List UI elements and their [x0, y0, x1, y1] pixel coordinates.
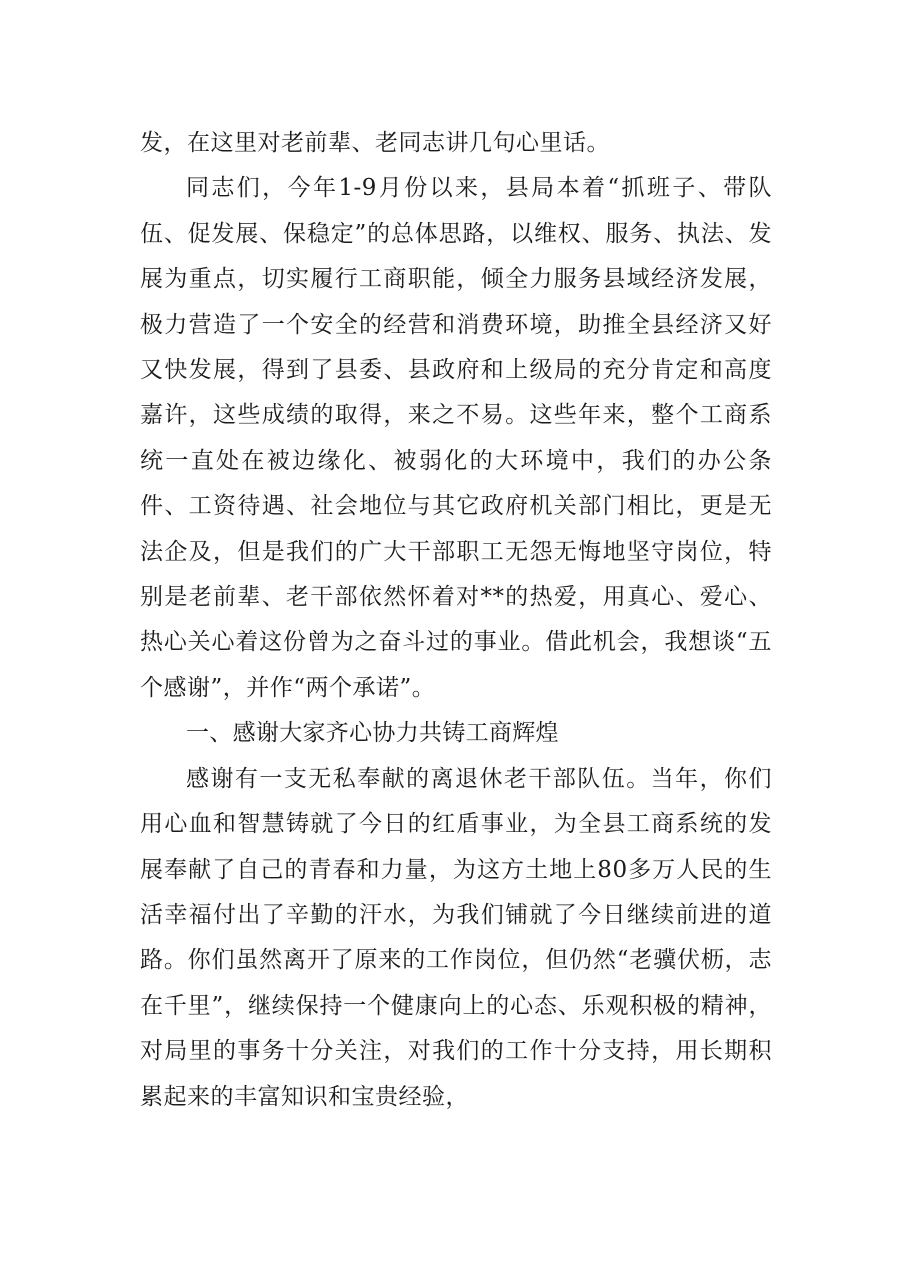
paragraph-continuation: 发，在这里对老前辈、老同志讲几句心里话。	[140, 130, 610, 156]
section-heading: 一、感谢大家齐心协力共铸工商辉煌	[186, 720, 559, 747]
paragraph-thanks: 感谢有一支无私奉献的离退休老干部队伍。当年，你们用心血和智慧铸就了今日的红盾事业，为全县工商系统的发展奉献了自己的青春和力量，为这方土地上80多万人民的生活幸福付出了辛勤的汗水，为我们铺就了今日继续前进的道路。你们虽然离开了原来的工作岗位，但仍然“老骥伏枥，志在千里”，继续保持一个健康向上的心态、乐观积极的精神，对局里的事务十分关注，对我们的工作十分支持，用长期积累起来的丰富知识和宝贵经验，	[140, 765, 772, 1110]
document-body	[140, 121, 772, 1120]
paragraph-summary: 同志们，今年1-9月份以来，县局本着“抓班子、带队伍、促发展、保稳定”的总体思路，以维权、服务、执法、发展为重点，切实履行工商职能，倾全力服务县域经济发展，极力营造了一个安全的经营和消费环境，助推全县经济又好又快发展，得到了县委、县政府和上级局的充分肯定和高度嘉许，这些成绩的取得，来之不易。这些年来，整个工商系统一直处在被边缘化、被弱化的大环境中，我们的办公条件、工资待遇、社会地位与其它政府机关部门相比，更是无法企及，但是我们的广大干部职工无怨无悔地坚守岗位，特别是老前辈、老干部依然怀着对**的热爱，用真心、爱心、热心关心着这份曾为之奋斗过的事业。借此机会，我想谈“五个感谢”，并作“两个承诺”。	[140, 175, 772, 701]
